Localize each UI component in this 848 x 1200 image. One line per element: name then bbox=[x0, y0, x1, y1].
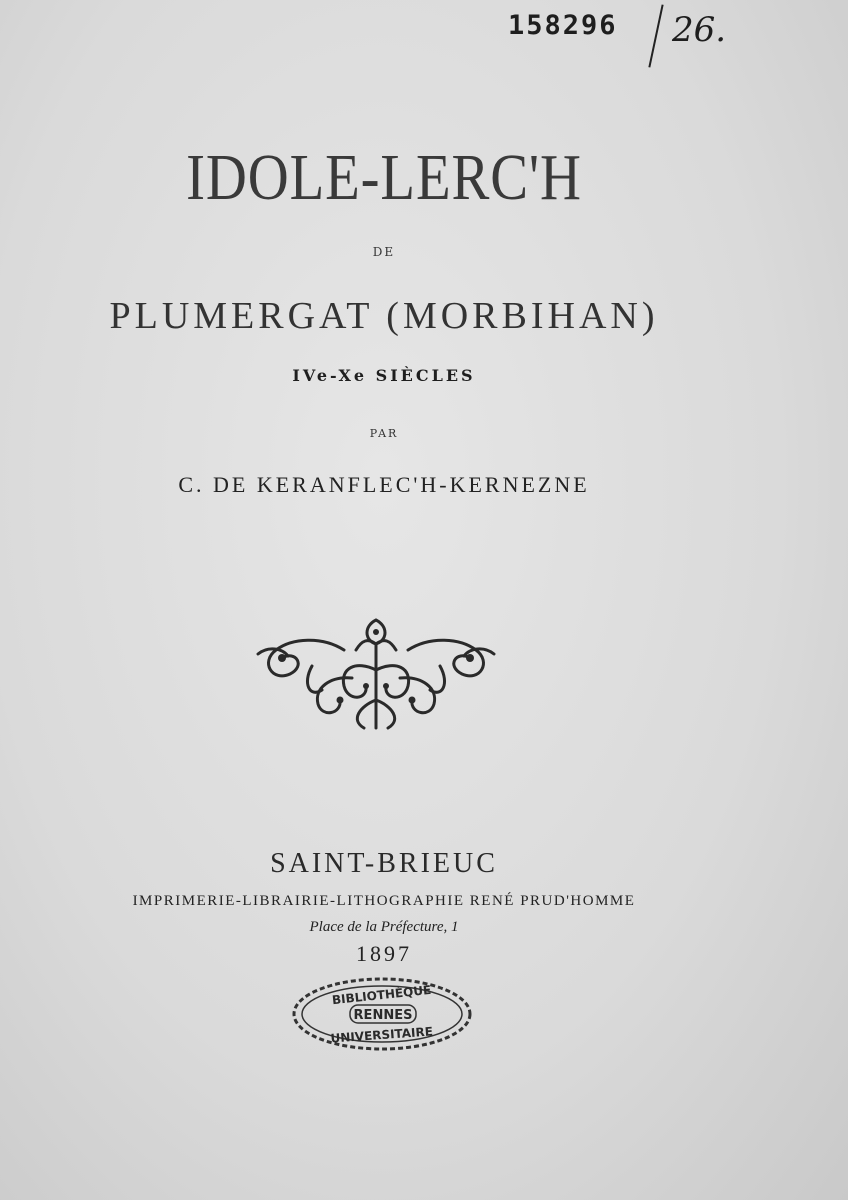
imprint-city: SAINT-BRIEUC bbox=[270, 848, 498, 879]
imprint-year: 1897 bbox=[356, 941, 412, 966]
stamp-line-2: RENNES bbox=[353, 1008, 413, 1023]
stamp-line-3: UNIVERSITAIRE bbox=[330, 1024, 434, 1046]
library-stamp bbox=[290, 975, 475, 1053]
connector-de: DE bbox=[372, 245, 396, 259]
book-title: IDOLE-LERC'H bbox=[186, 141, 582, 214]
stamp-line-1: BIBLIOTHÈQUE bbox=[331, 982, 432, 1008]
imprint-address: Place de la Préfecture, 1 bbox=[309, 919, 459, 935]
centuries-subtitle: IVe-Xe SIÈCLES bbox=[292, 366, 476, 385]
shelfmark-slash bbox=[648, 4, 663, 67]
shelfmark-number: 158296 bbox=[508, 10, 618, 41]
fleuron-ornament-icon bbox=[252, 610, 500, 735]
author-name: C. DE KERANFLEC'H-KERNEZNE bbox=[178, 472, 590, 497]
imprint-printer: IMPRIMERIE-LIBRAIRIE-LITHOGRAPHIE RENÉ PRUD'HOMME bbox=[132, 893, 636, 909]
shelfmark-handwritten: 26. bbox=[672, 10, 727, 50]
connector-par: PAR bbox=[369, 427, 399, 440]
place-subtitle: PLUMERGAT (MORBIHAN) bbox=[109, 295, 659, 337]
